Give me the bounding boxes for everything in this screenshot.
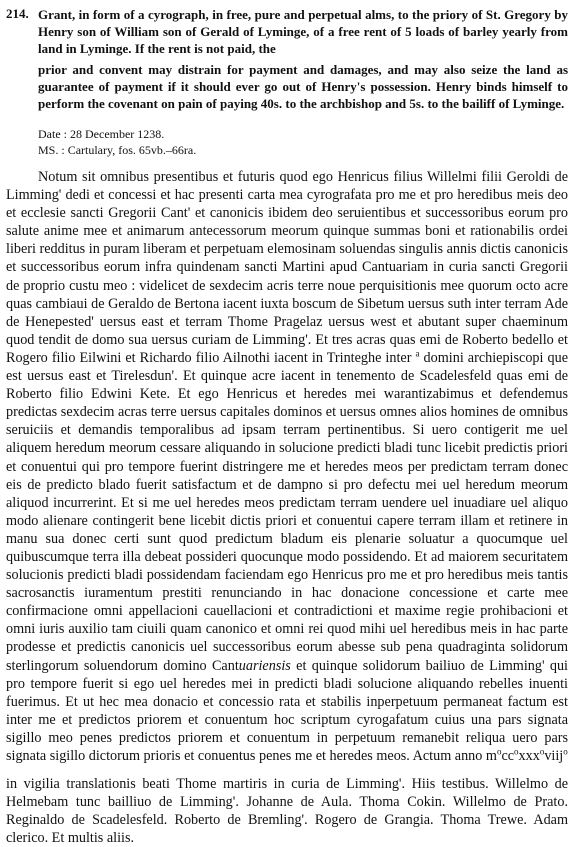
charter-body-part-3: et quinque solidorum bailiuo de Limming' qui pro tempore fuerit si ego uel heredes mei in predicti bladi solucione aliquando rebelles inuenti fuerimus. Et ut hec mea donacio et concessio rata et stabilis inperpetuum permaneat factum est inter me et predictos priorem et conuentum hoc scriptum cyrogafatum cuius una pars signata sigillo meo penes predictos priorem et conuentum in perpetuum remanebit reliqua uero pars signata sigillo dictorum prioris et conuentus penes me et heredes meos. Actum anno m xyxy=(6,657,569,764)
charter-text xyxy=(6,168,568,847)
ms-row xyxy=(38,142,196,158)
footnote-marker: a xyxy=(415,348,420,359)
year-superscript-3: o xyxy=(539,746,545,757)
entry-number: 214. xyxy=(6,6,29,21)
date-label: Date : xyxy=(38,127,67,141)
charter-body xyxy=(6,168,568,765)
charter-body-part-2: domini archiepiscopi que est uersus east et Tirelesdun'. Et quinque acre iacent in tenemento de Scadelesfeld quas emi de Roberto filio Edwini Kete. Et ego Henricus et heredes mei warantizabimus et defendemus predictas sexdecim acras terre uersus capitales dominos et uersus omnes alios homines de omnibus seruiciis et demandis temporalibus ad ipsam terram pertinentibus. Si uero contigerit me uel aliquem heredum meorum cessare aliquando in solucione predicti bladi tunc licebit predictis priori et conuentui qui pro tempore fuerint distringere me et heredes meos per predictam terram donec eis de predicto blado fuerit satisfactum et de dampno si pro defectu mei uel heredum meorum aliquod incurrerint. Et si me uel heredes meos predictam terram uendere uel inuadiare uel aliquo modo alienare contingerit bene licebit dictis priori et conuentui capere terram illam et retinere in manu sua donec certi sunt quod predictum bladum eis plenarie soluatur a quocumque uel quibuscumque terra illa debeat possideri quocunque modo possidendo. Et ad maiorem securitatem solucionis predicti bladi possidendam faciendam ego Henricus pro me et pro heredibus meis tantis sacrosanctis iuramentum prestiti renunciando in hac donacione concessione et carte mee confirmacione omni appellacioni cauellacioni et contradictioni et maxime regie prohibacioni et omni iuris auxilio tam ciuili quam canonico et omni rei quod mihi uel heredibus meis in hac parte prodesse et predictis canonicis uel successoribus eorum abesse sub pena quadraginta solidorum sterlingorum soluendorum domino Cant xyxy=(6,349,568,674)
italic-expansion: uariensis xyxy=(238,657,291,674)
year-superscript-1: o xyxy=(496,746,502,757)
date-row xyxy=(38,126,196,142)
year-numeral-xxx: xxx xyxy=(518,748,540,764)
year-numeral-cc: cc xyxy=(501,748,515,764)
year-superscript-4: o xyxy=(563,746,568,757)
summary-part-1: Grant, in form of a cyrograph, in free, pure and perpetual alms, to the priory of St. Gregory by Henry son of William son of Gerald of Lyminge, of a free rent of 5 loads of barley yearly from land in Lyminge. If the rent is not paid, the xyxy=(38,7,568,56)
summary-part-2: prior and convent may distrain for payment and damages, and may also seize the land as guarantee of payment if it should ever go out of Henry's possession. Henry binds himself to perform the covenant on pain of paying 40s. to the archbishop and 5s. to the bailiff of Lyminge. xyxy=(38,62,568,111)
year-superscript-2: o xyxy=(514,746,519,757)
entry-summary xyxy=(38,6,568,112)
date-value: 28 December 1238. xyxy=(70,127,165,141)
entry-metadata xyxy=(38,126,196,158)
year-numeral-viij: viij xyxy=(544,748,564,764)
ms-value: Cartulary, fos. 65vb.–66ra. xyxy=(67,143,197,157)
ms-label: MS. : xyxy=(38,143,65,157)
charter-body-part-1: Notum sit omnibus presentibus et futuris quod ego Henricus filius Willelmi filii Geroldi de Limming' dedi et concessi et hac presenti carta mea cyrografata pro me et pro heredibus meis deo et ecclesie sancti Gregorii Cant' et canonicis ibidem deo seruientibus et successoribus eorum pro salute anime mee et animarum antecessorum meorum quinque summas boni et rationabilis ordei liberi redditus in puram liberam et perpetuam elemosinam soluendas singulis annis dictis canonicis et successoribus eorum infra quindenam sancti Martini apud Cantuariam in curia sancti Gregorii de proprio custu meo : videlicet de sexdecim acris terre noue perquisitionis mee quorum octo acre quas cambiaui de Geraldo de Bertona iacent iuxta boscum de Sibetum uersus suth inter terram Ade de Henepested' uersus east et terram Thome Pragelaz uersus west et abutant super chaeminum quod tendit de domo sua uersus curiam de Limming'. Et tres acras quas emi de Roberto bedello et Rogero filio Eilwini et Richardo filio Ailnothi iacent in Trinteghe inter xyxy=(6,169,568,366)
entry-header xyxy=(6,6,568,112)
witness-list: in vigilia translationis beati Thome martiris in curia de Limming'. Hiis testibus. Willelmo de Helmebam tunc bailliuo de Limming'. Johanne de Aula. Thoma Cokin. Willelmo de Prato. Reginaldo de Scadelesfeld. Roberto de Bremling'. Rogero de Grangia. Thoma Trewe. Adam clerico. Et multis aliis. xyxy=(6,776,568,847)
